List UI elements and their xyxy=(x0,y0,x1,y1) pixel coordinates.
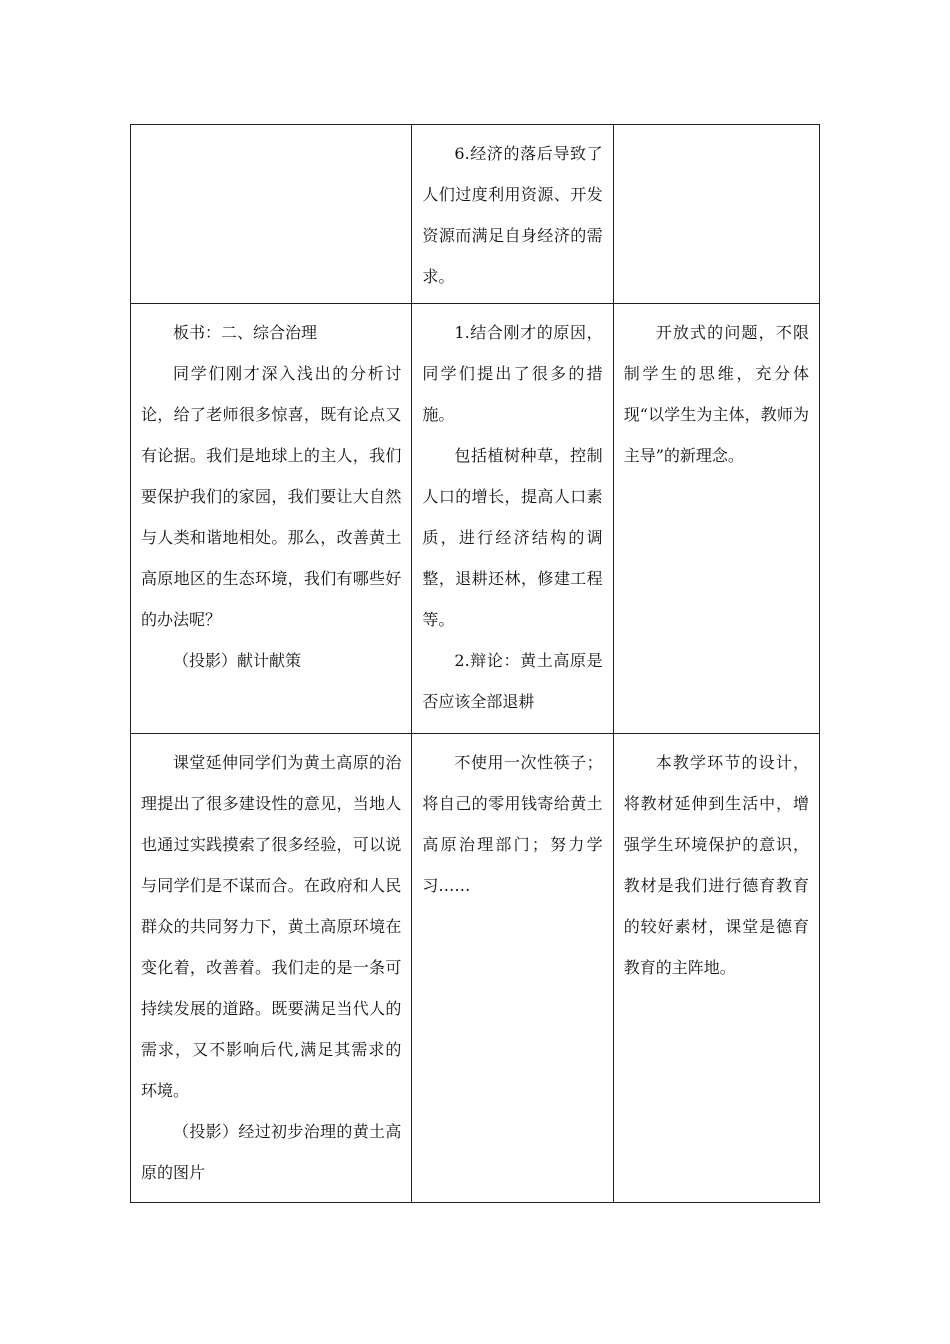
student-text: 2.辩论：黄土高原是否应该全部退耕 xyxy=(422,651,603,711)
design-intent-cell xyxy=(613,304,819,734)
student-text: 包括植树种草，控制人口的增长，提高人口素质，进行经济结构的调整，退耕还林，修建工程等。 xyxy=(422,446,603,629)
student-text: 6.经济的落后导致了人们过度利用资源、开发资源而满足自身经济的需求。 xyxy=(422,144,603,286)
student-text: 1.结合刚才的原因，同学们提出了很多的措施。 xyxy=(422,323,603,424)
blackboard-heading: 板书：二、综合治理 xyxy=(173,323,318,342)
student-activity-cell xyxy=(412,125,613,304)
design-intent-cell xyxy=(613,125,819,304)
teacher-activity-cell xyxy=(131,125,412,304)
design-intent-text: 本教学环节的设计，将教材延伸到生活中，增强学生环境保护的意识，教材是我们进行德育教育的较好素材，课堂是德育教育的主阵地。 xyxy=(623,753,809,977)
lesson-plan-table xyxy=(130,124,820,1203)
table-row xyxy=(131,734,820,1203)
student-text: 不使用一次性筷子；将自己的零用钱寄给黄土高原治理部门；努力学习…… xyxy=(422,753,603,895)
design-intent-cell xyxy=(613,734,819,1203)
teacher-activity-cell xyxy=(131,734,412,1203)
teacher-activity-cell xyxy=(131,304,412,734)
design-intent-text: 开放式的问题，不限制学生的思维，充分体现“以学生为主体，教师为主导”的新理念。 xyxy=(623,323,809,465)
teacher-text: 课堂延伸同学们为黄土高原的治理提出了很多建设性的意见，当地人也通过实践摸索了很多经验，可以说与同学们是不谋而合。在政府和人民群众的共同努力下，黄土高原环境在变化着，改善着。我们走的是一条可持续发展的道路。既要满足当代人的需求，又不影响后代,满足其需求的环境。 xyxy=(141,753,402,1100)
student-activity-cell xyxy=(412,734,613,1203)
table-row xyxy=(131,125,820,304)
projection-note: （投影）献计献策 xyxy=(173,651,302,670)
teacher-text: 同学们刚才深入浅出的分析讨论，给了老师很多惊喜，既有论点又有论据。我们是地球上的主人，我们要保护我们的家园，我们要让大自然与人类和谐地相处。那么，改善黄土高原地区的生态环境，我们有哪些好的办法呢？ xyxy=(141,364,402,629)
student-activity-cell xyxy=(412,304,613,734)
table-row xyxy=(131,304,820,734)
projection-note: （投影）经过初步治理的黄土高原的图片 xyxy=(141,1122,402,1182)
